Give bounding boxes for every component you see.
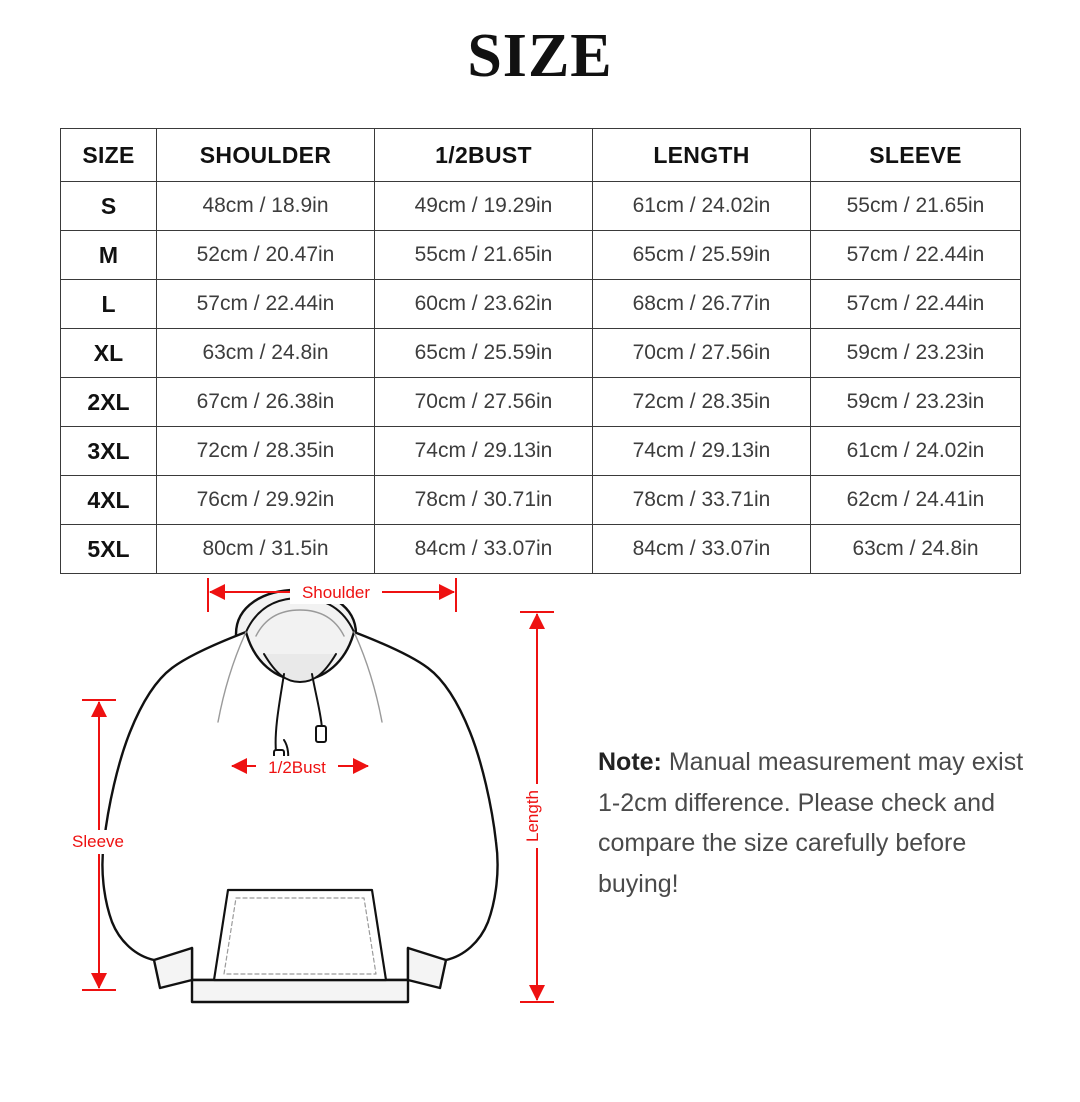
column-header-size: SIZE xyxy=(61,129,157,182)
cell-sleeve: 61cm / 24.02in xyxy=(811,427,1021,476)
cell-bust: 49cm / 19.29in xyxy=(375,182,593,231)
column-header-length: LENGTH xyxy=(593,129,811,182)
table-row xyxy=(61,525,1021,574)
cell-shoulder: 80cm / 31.5in xyxy=(157,525,375,574)
hoodie-illustration xyxy=(102,590,497,1002)
cell-shoulder: 57cm / 22.44in xyxy=(157,280,375,329)
table-row xyxy=(61,280,1021,329)
table-row xyxy=(61,476,1021,525)
table-row xyxy=(61,329,1021,378)
column-header-sleeve: SLEEVE xyxy=(811,129,1021,182)
cell-size: 5XL xyxy=(61,525,157,574)
column-header-shoulder: SHOULDER xyxy=(157,129,375,182)
table-row xyxy=(61,427,1021,476)
cell-size: 4XL xyxy=(61,476,157,525)
cell-size: M xyxy=(61,231,157,280)
cell-bust: 84cm / 33.07in xyxy=(375,525,593,574)
length-label: Length xyxy=(523,790,542,842)
cell-size: 2XL xyxy=(61,378,157,427)
cell-size: S xyxy=(61,182,157,231)
cell-shoulder: 76cm / 29.92in xyxy=(157,476,375,525)
size-chart-table-wrapper xyxy=(60,128,1020,574)
cell-length: 84cm / 33.07in xyxy=(593,525,811,574)
cell-length: 70cm / 27.56in xyxy=(593,329,811,378)
cell-bust: 70cm / 27.56in xyxy=(375,378,593,427)
cell-length: 68cm / 26.77in xyxy=(593,280,811,329)
cell-sleeve: 57cm / 22.44in xyxy=(811,231,1021,280)
cell-bust: 55cm / 21.65in xyxy=(375,231,593,280)
cell-bust: 65cm / 25.59in xyxy=(375,329,593,378)
cell-length: 78cm / 33.71in xyxy=(593,476,811,525)
cell-shoulder: 67cm / 26.38in xyxy=(157,378,375,427)
measurement-diagram xyxy=(60,570,580,1040)
cell-shoulder: 63cm / 24.8in xyxy=(157,329,375,378)
note-text: Manual measurement may exist 1-2cm difference. Please check and compare the size carefully before buying! xyxy=(598,748,1024,898)
size-chart-table xyxy=(60,128,1021,574)
cell-size: XL xyxy=(61,329,157,378)
table-row xyxy=(61,182,1021,231)
cell-size: 3XL xyxy=(61,427,157,476)
cell-sleeve: 63cm / 24.8in xyxy=(811,525,1021,574)
table-header-row xyxy=(61,129,1021,182)
cell-size: L xyxy=(61,280,157,329)
cell-sleeve: 57cm / 22.44in xyxy=(811,280,1021,329)
cell-length: 65cm / 25.59in xyxy=(593,231,811,280)
bust-label: 1/2Bust xyxy=(268,758,326,777)
note-label: Note: xyxy=(598,748,662,776)
cell-bust: 78cm / 30.71in xyxy=(375,476,593,525)
cell-length: 72cm / 28.35in xyxy=(593,378,811,427)
cell-bust: 74cm / 29.13in xyxy=(375,427,593,476)
cell-shoulder: 52cm / 20.47in xyxy=(157,231,375,280)
measurement-note xyxy=(598,742,1030,904)
cell-sleeve: 62cm / 24.41in xyxy=(811,476,1021,525)
cell-shoulder: 48cm / 18.9in xyxy=(157,182,375,231)
table-row xyxy=(61,231,1021,280)
page-title: SIZE xyxy=(467,22,613,90)
cell-shoulder: 72cm / 28.35in xyxy=(157,427,375,476)
cell-length: 74cm / 29.13in xyxy=(593,427,811,476)
cell-length: 61cm / 24.02in xyxy=(593,182,811,231)
cell-sleeve: 59cm / 23.23in xyxy=(811,378,1021,427)
cell-sleeve: 59cm / 23.23in xyxy=(811,329,1021,378)
cell-bust: 60cm / 23.62in xyxy=(375,280,593,329)
cell-sleeve: 55cm / 21.65in xyxy=(811,182,1021,231)
table-row xyxy=(61,378,1021,427)
sleeve-label: Sleeve xyxy=(72,832,124,851)
shoulder-label: Shoulder xyxy=(301,583,371,602)
column-header-bust: 1/2BUST xyxy=(375,129,593,182)
